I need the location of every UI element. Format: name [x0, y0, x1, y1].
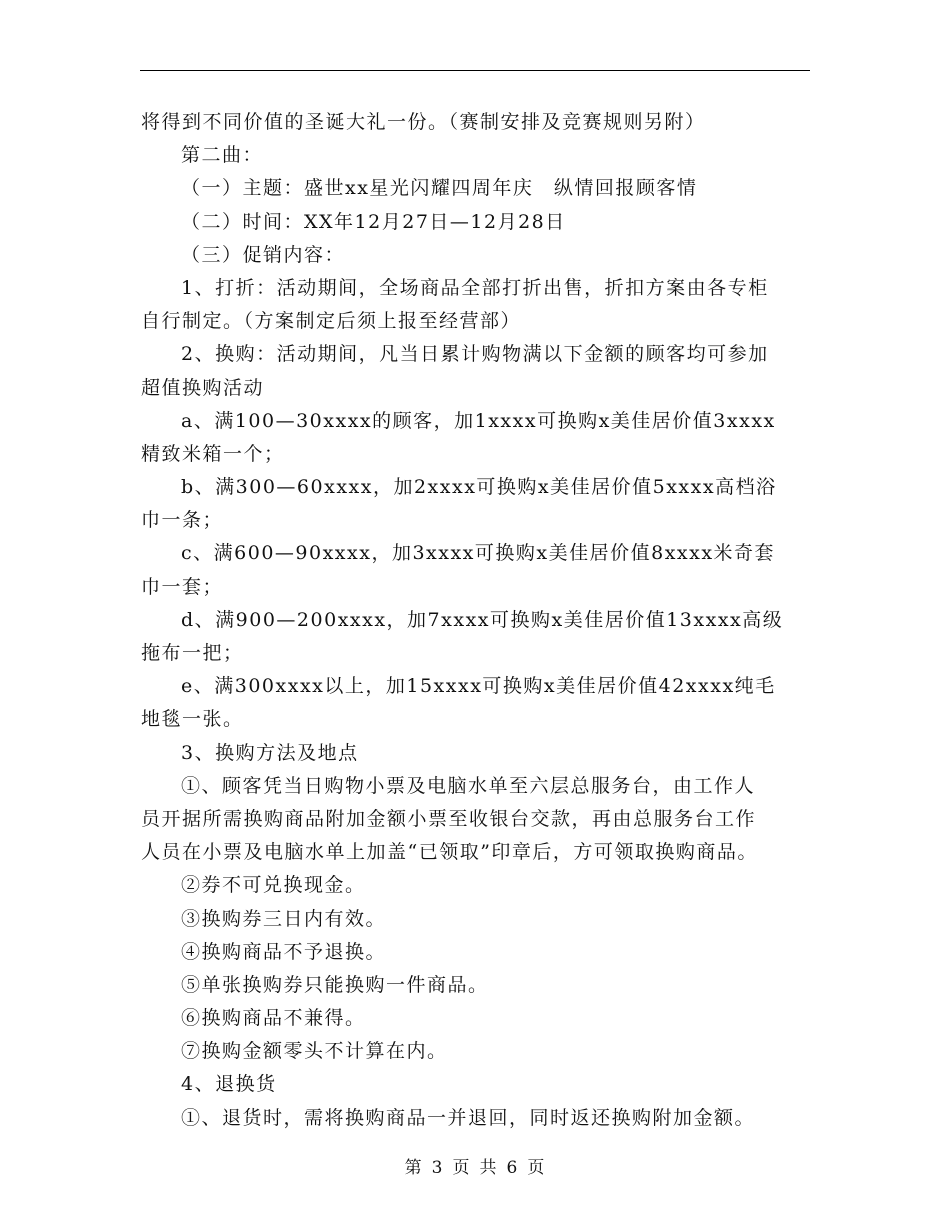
footer-page-label: 页 — [452, 1158, 471, 1178]
page-footer — [0, 1153, 950, 1178]
text-line: ⑤单张换购券只能换购一件商品。 — [181, 973, 489, 996]
text-line: ⑦换购金额零头不计算在内。 — [181, 1040, 448, 1063]
text-line: 2、换购：活动期间，凡当日累计购物满以下金额的顾客均可参加 — [181, 343, 769, 366]
text-line: 地毯一张。 — [141, 708, 244, 731]
text-line: 员开据所需换购商品附加金额小票至收银台交款，再由总服务台工作 — [141, 807, 757, 830]
text-line: 拖布一把； — [141, 642, 244, 664]
text-line: b、满300—60xxxx，加2xxxx可换购x美佳居价值5xxxx高档浴 — [181, 476, 777, 499]
text-line: d、满900—200xxxx，加7xxxx可换购x美佳居价值13xxxx高级 — [181, 608, 784, 631]
text-line: ④换购商品不予退换。 — [181, 940, 387, 963]
text-line: ②券不可兑换现金。 — [181, 874, 366, 897]
text-line: 3、换购方法及地点 — [181, 741, 359, 764]
text-line: 4、退换货 — [181, 1073, 277, 1096]
document-body — [141, 106, 813, 1135]
footer-total-label: 页 — [527, 1158, 546, 1178]
text-line: 巾一套； — [141, 575, 224, 598]
text-line: 第二曲： — [181, 144, 264, 167]
text-line: a、满100—30xxxx的顾客，加1xxxx可换购x美佳居价值3xxxx — [181, 409, 776, 432]
text-line: e、满300xxxx以上，加15xxxx可换购x美佳居价值42xxxx纯毛 — [181, 675, 776, 698]
footer-prefix: 第 — [404, 1158, 423, 1178]
text-line: 精致米箱一个； — [141, 442, 285, 465]
text-line: ①、退货时，需将换购商品一并退回，同时返还换购附加金额。 — [181, 1106, 756, 1129]
footer-total-prefix: 共 — [479, 1158, 498, 1178]
header-rule — [140, 70, 810, 71]
text-line: 将得到不同价值的圣诞大礼一份。（赛制安排及竞赛规则另附） — [141, 111, 706, 133]
text-line: 1、打折：活动期间，全场商品全部打折出售，折扣方案由各专柜 — [181, 276, 769, 299]
footer-total-pages: 6 — [506, 1158, 519, 1178]
text-line: 自行制定。（方案制定后须上报至经营部） — [141, 310, 522, 333]
text-line: （一）主题：盛世xx星光闪耀四周年庆 纵情回报顾客情 — [181, 177, 698, 200]
footer-current-page: 3 — [431, 1158, 444, 1178]
text-line: （三）促销内容： — [181, 243, 346, 266]
text-line: ①、顾客凭当日购物小票及电脑水单至六层总服务台，由工作人 — [181, 774, 756, 797]
text-line: ③换购券三日内有效。 — [181, 907, 387, 930]
text-line: 人员在小票及电脑水单上加盖“已领取”印章后，方可领取换购商品。 — [141, 841, 758, 864]
text-line: （二）时间：XX年12月27日—12月28日 — [181, 210, 566, 233]
text-line: ⑥换购商品不兼得。 — [181, 1007, 366, 1030]
text-line: 超值换购活动 — [141, 376, 265, 399]
text-line: 巾一条； — [141, 509, 224, 532]
text-line: c、满600—90xxxx，加3xxxx可换购x美佳居价值8xxxx米奇套 — [181, 542, 776, 565]
